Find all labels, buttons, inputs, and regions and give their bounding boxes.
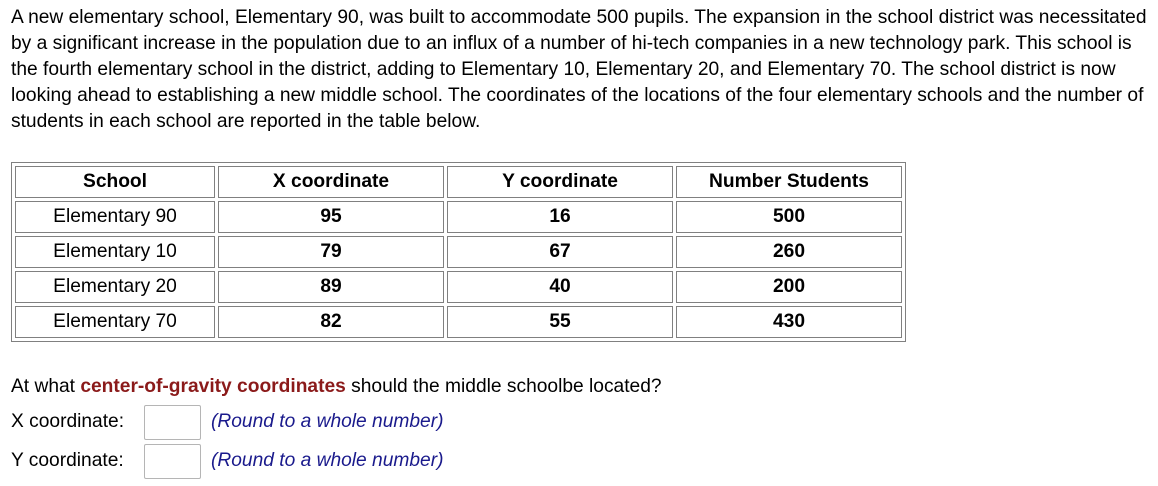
table-row [15,201,902,233]
x-round-hint: (Round to a whole number) [211,411,444,432]
school-name: Elementary 90 [15,201,215,233]
students-value: 260 [676,236,902,268]
y-value: 67 [447,236,673,268]
x-coordinate-label: X coordinate: [11,411,125,432]
school-name: Elementary 20 [15,271,215,303]
students-value: 500 [676,201,902,233]
x-value: 82 [218,306,444,338]
header-number-students: Number Students [676,166,902,198]
x-value: 79 [218,236,444,268]
y-round-hint: (Round to a whole number) [211,450,444,471]
question-text [11,376,662,398]
question-emphasis: center-of-gravity coordinates [80,376,346,397]
school-name: Elementary 10 [15,236,215,268]
x-value: 89 [218,271,444,303]
students-value: 430 [676,306,902,338]
header-y-coordinate: Y coordinate [447,166,673,198]
y-coordinate-input[interactable] [144,444,201,479]
table-header-row [15,166,902,198]
students-value: 200 [676,271,902,303]
y-value: 55 [447,306,673,338]
question-suffix: should the middle schoolbe located? [345,376,662,397]
x-value: 95 [218,201,444,233]
table-row [15,271,902,303]
y-value: 16 [447,201,673,233]
table-row [15,306,902,338]
school-name: Elementary 70 [15,306,215,338]
table-row [15,236,902,268]
y-coordinate-label: Y coordinate: [11,450,124,471]
y-answer-row [11,442,444,480]
schools-table [11,162,906,342]
problem-intro: A new elementary school, Elementary 90, was built to accommodate 500 pupils. The expansion in the school district was necessitated by a significant increase in the population due to an influx of a number of hi-tech companies in a new technology park. This school is the fourth elementary school in the district, adding to Elementary 10, Elementary 20, and Elementary 70. The school district is now looking ahead to establishing a new middle school. The coordinates of the locations of the four elementary schools and the number of students in each school are reported in the table below. [11,7,1147,132]
y-value: 40 [447,271,673,303]
x-coordinate-input[interactable] [144,405,201,440]
header-x-coordinate: X coordinate [218,166,444,198]
header-school: School [15,166,215,198]
x-answer-row [11,403,444,441]
question-prefix: At what [11,376,81,397]
